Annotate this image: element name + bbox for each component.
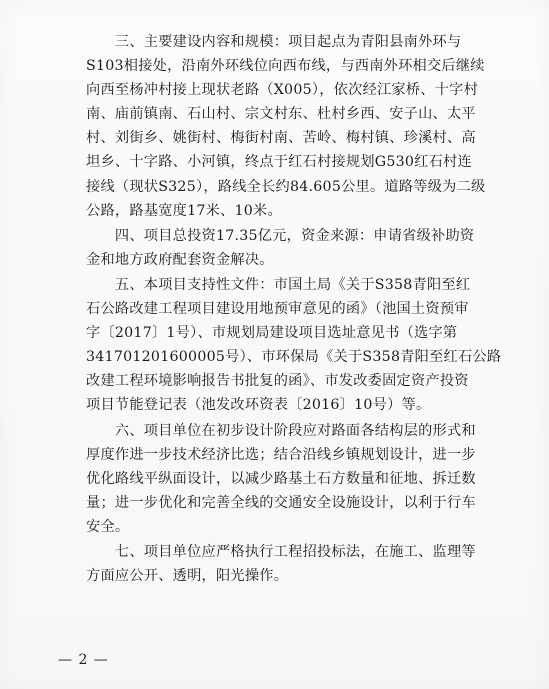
text-line: 安全。 xyxy=(86,518,130,535)
text-line: 向西至杨冲村接上现状老路（X005），依次经江家桥、十字村 xyxy=(86,82,479,99)
text-line: 金和地方政府配套资金解决。 xyxy=(86,251,274,268)
paragraph-6-design-requirements xyxy=(86,419,496,539)
text-line: 村、刘街乡、姚街村、梅街村南、苦岭、梅村镇、珍溪村、高 xyxy=(86,130,476,147)
text-line: 量；进一步优化和完善全线的交通安全设施设计，以利于行车 xyxy=(86,494,476,511)
page-number: — 2 — xyxy=(58,652,109,668)
text-line: 七、项目单位应严格执行工程招投标法，在施工、监理等 xyxy=(86,543,476,560)
text-line: S103相接处，沿南外环线位向西布线，与西南外环相交后继续 xyxy=(86,58,485,75)
text-line: 接线（现状S325），路线全长约84.605公里。道路等级为二级 xyxy=(86,178,486,195)
text-line: 南、庙前镇南、石山村、宗文村东、杜村乡西、安子山、太平 xyxy=(86,106,476,123)
text-line: 项目节能登记表（池发改环资表〔2016〕10号）等。 xyxy=(86,397,431,414)
text-line: 五、本项目支持性文件：市国土局《关于S358青阳至红 xyxy=(86,276,471,293)
text-line: 方面应公开、透明，阳光操作。 xyxy=(86,568,289,585)
text-line: 字〔2017〕1号）、市规划局建设项目选址意见书（选字第 xyxy=(86,325,458,342)
text-line: 公路，路基宽度17米、10米。 xyxy=(86,202,282,219)
text-line: 六、项目单位在初步设计阶段应对路面各结构层的形式和 xyxy=(86,422,476,439)
text-line: 优化路线平纵面设计，以减少路基土石方数量和征地、拆迁数 xyxy=(86,470,476,487)
paragraph-3-construction-scope xyxy=(86,30,496,223)
paragraph-7-bidding xyxy=(86,540,496,588)
text-line: 改建工程环境影响报告书批复的函》、市发改委固定资产投资 xyxy=(86,373,469,390)
paragraph-4-investment xyxy=(86,224,496,272)
text-line: 坦乡、十字路、小河镇，终点于红石村接规划G530红石村连 xyxy=(86,154,472,171)
text-line: 厚度作进一步技术经济比选；结合沿线乡镇规划设计，进一步 xyxy=(86,446,476,463)
text-line: 三、主要建设内容和规模：项目起点为青阳县南外环与 xyxy=(86,34,462,50)
text-line: 石公路改建工程项目建设用地预审意见的函》（池国土资预审 xyxy=(86,301,469,318)
text-line: 四、项目总投资17.35亿元，资金来源：申请省级补助资 xyxy=(86,227,475,244)
text-line: 341701201600005号）、市环保局《关于S358青阳至红石公路 xyxy=(86,349,502,366)
document-body xyxy=(86,30,502,588)
paragraph-5-supporting-documents xyxy=(86,273,502,418)
